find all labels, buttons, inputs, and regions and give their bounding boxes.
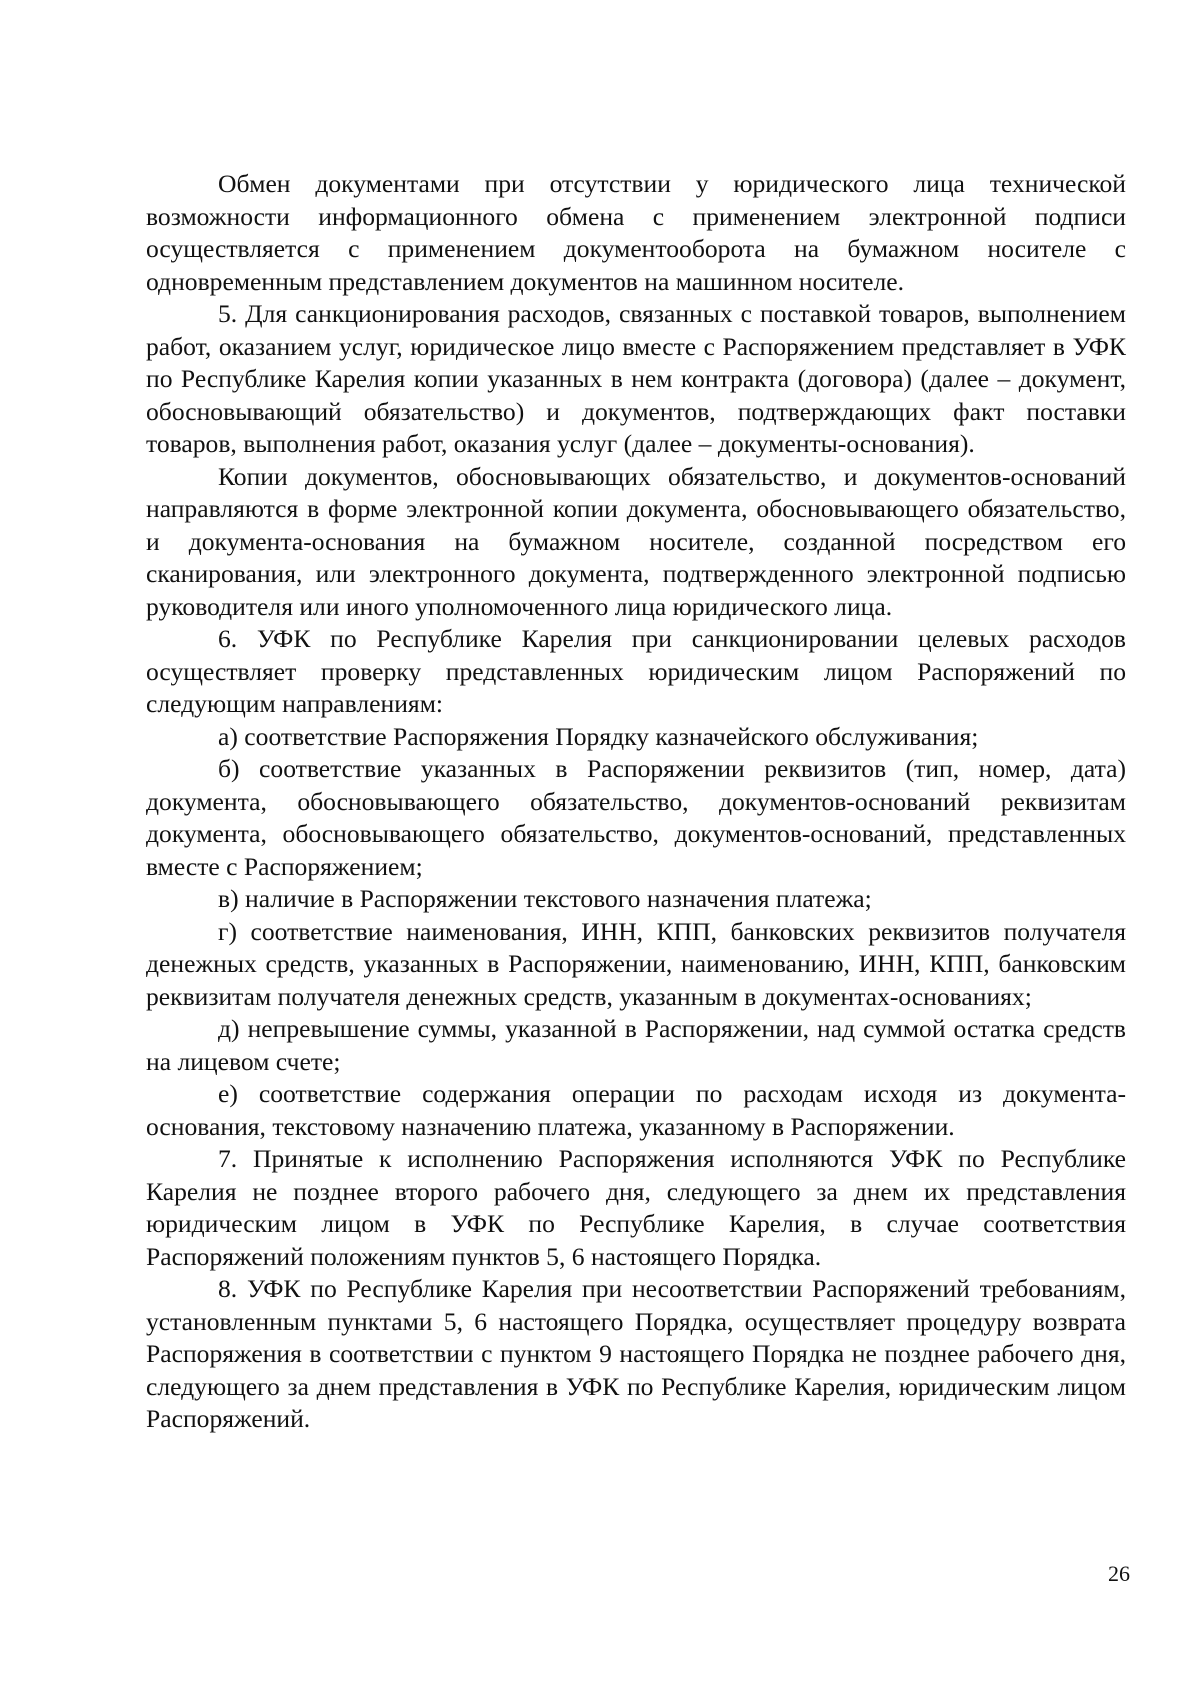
document-body (146, 168, 1126, 1436)
list-item-b: б) соответствие указанных в Распоряжении реквизитов (тип, номер, дата) документа, обосновывающего обязательство, документов-оснований реквизитам документа, обосновывающего обязательство, документов-оснований, представленных вместе с Распоряжением; (146, 754, 1126, 881)
list-item-d: д) непревышение суммы, указанной в Распоряжении, над суммой остатка средств на лицевом счете; (146, 1014, 1126, 1076)
paragraph-clause-8: 8. УФК по Республике Карелия при несоответствии Распоряжений требованиям, установленным пунктами 5, 6 настоящего Порядка, осуществляет процедуру возврата Распоряжения в соответствии с пунктом 9 настоящего Порядка не позднее рабочего дня, следующего за днем представления в УФК по Республике Карелия, юридическим лицом Распоряжений. (146, 1274, 1126, 1433)
paragraph-clause-5: 5. Для санкционирования расходов, связанных с поставкой товаров, выполнением работ, оказанием услуг, юридическое лицо вместе с Распоряжением представляет в УФК по Республике Карелия копии указанных в нем контракта (договора) (далее – документ, обосновывающий обязательство) и документов, подтверждающих факт поставки товаров, выполнения работ, оказания услуг (далее – документы-основания). (146, 299, 1126, 458)
paragraph-clause-7: 7. Принятые к исполнению Распоряжения исполняются УФК по Республике Карелия не позднее второго рабочего дня, следующего за днем их представления юридическим лицом в УФК по Республике Карелия, в случае соответствия Распоряжений положениям пунктов 5, 6 настоящего Порядка. (146, 1144, 1126, 1271)
paragraph-exchange-of-documents: Обмен документами при отсутствии у юридического лица технической возможности информационного обмена с применением электронной подписи осуществляется с применением документооборота на бумажном носителе с одновременным представлением документов на машинном носителе. (146, 169, 1126, 296)
list-item-v: в) наличие в Распоряжении текстового назначения платежа; (218, 884, 872, 913)
paragraph-copies-of-documents: Копии документов, обосновывающих обязательство, и документов-оснований направляются в форме электронной копии документа, обосновывающего обязательство, и документа-основания на бумажном носителе, созданной посредством его сканирования, или электронного документа, подтвержденного электронной подписью руководителя или иного уполномоченного лица юридического лица. (146, 461, 1126, 621)
page-number: 26 (1108, 1561, 1130, 1586)
paragraph-clause-6: 6. УФК по Республике Карелия при санкционировании целевых расходов осуществляет проверку представленных юридическим лицом Распоряжений по следующим направлениям: (146, 624, 1126, 718)
list-item-g: г) соответствие наименования, ИНН, КПП, банковских реквизитов получателя денежных средств, указанных в Распоряжении, наименованию, ИНН, КПП, банковским реквизитам получателя денежных средств, указанным в документах-основаниях; (146, 916, 1126, 1011)
list-item-e: е) соответствие содержания операции по расходам исходя из документа-основания, текстовому назначению платежа, указанному в Распоряжении. (146, 1079, 1126, 1141)
list-item-a: а) соответствие Распоряжения Порядку казначейского обслуживания; (218, 721, 979, 751)
